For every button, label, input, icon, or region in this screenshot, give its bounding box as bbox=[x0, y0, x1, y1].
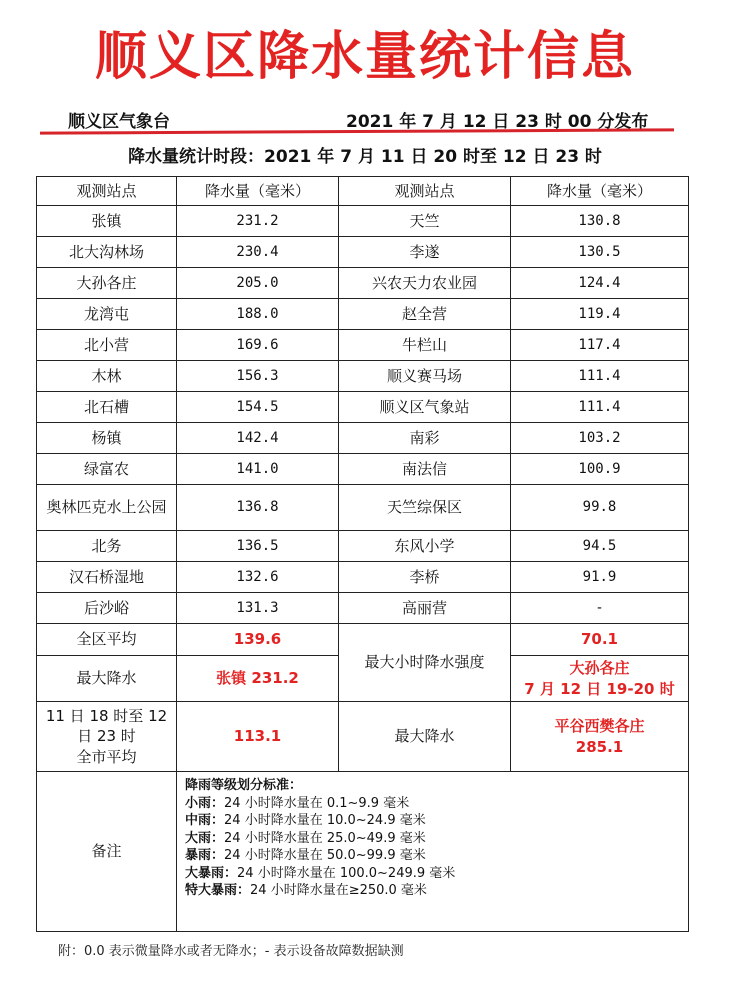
precip-value: 141.0 bbox=[177, 454, 339, 485]
city-average-label-line: 日 23 时 bbox=[77, 727, 136, 746]
station-name: 牛栏山 bbox=[339, 330, 511, 361]
station-name: 奥林匹克水上公园 bbox=[37, 485, 177, 531]
note-level: 中雨： bbox=[185, 813, 225, 829]
column-header: 降水量（毫米） bbox=[511, 177, 689, 206]
table-row bbox=[37, 485, 689, 531]
table-row bbox=[37, 237, 689, 268]
precip-value: 156.3 bbox=[177, 361, 339, 392]
city-max-place: 平谷西樊各庄 bbox=[554, 717, 645, 736]
station-name: 张镇 bbox=[37, 206, 177, 237]
table-row bbox=[37, 423, 689, 454]
precip-value: 136.8 bbox=[177, 485, 339, 531]
table-row bbox=[37, 299, 689, 330]
station-name: 杨镇 bbox=[37, 423, 177, 454]
precip-value: 231.2 bbox=[177, 206, 339, 237]
notes-row bbox=[37, 772, 689, 932]
table-body bbox=[37, 177, 689, 932]
station-name: 汉石桥湿地 bbox=[37, 562, 177, 593]
district-average-row bbox=[37, 624, 689, 656]
notes-label: 备注 bbox=[37, 772, 177, 932]
station-name: 龙湾屯 bbox=[37, 299, 177, 330]
precip-value: 103.2 bbox=[511, 423, 689, 454]
precip-value: 188.0 bbox=[177, 299, 339, 330]
city-average-label bbox=[37, 702, 177, 772]
publish-time: 2021 年 7 月 12 日 23 时 00 分发布 bbox=[346, 112, 649, 132]
note-text: 24 小时降水量在≥250.0 毫米 bbox=[250, 883, 427, 899]
max-hourly-value: 70.1 bbox=[511, 624, 689, 656]
column-header: 观测站点 bbox=[339, 177, 511, 206]
station-name: 南彩 bbox=[339, 423, 511, 454]
precip-value: 94.5 bbox=[511, 531, 689, 562]
max-hourly-place: 大孙各庄 bbox=[569, 659, 630, 678]
table-row bbox=[37, 392, 689, 423]
station-name: 李遂 bbox=[339, 237, 511, 268]
station-name: 顺义区气象站 bbox=[339, 392, 511, 423]
note-level: 大暴雨： bbox=[185, 865, 238, 881]
table-row bbox=[37, 562, 689, 593]
precip-value: 205.0 bbox=[177, 268, 339, 299]
notes-content bbox=[177, 772, 689, 932]
district-average-label: 全区平均 bbox=[37, 624, 177, 656]
table-row bbox=[37, 531, 689, 562]
precip-value: 142.4 bbox=[177, 423, 339, 454]
note-line bbox=[185, 882, 680, 900]
station-name: 赵全营 bbox=[339, 299, 511, 330]
max-precip-label: 最大降水 bbox=[37, 656, 177, 702]
table-row bbox=[37, 206, 689, 237]
city-average-label-line: 11 日 18 时至 12 bbox=[45, 707, 168, 726]
precip-value: 119.4 bbox=[511, 299, 689, 330]
city-average-row bbox=[37, 702, 689, 772]
note-level: 小雨： bbox=[185, 795, 225, 811]
precip-value: 111.4 bbox=[511, 392, 689, 423]
precip-value: 131.3 bbox=[177, 593, 339, 624]
table-row bbox=[37, 361, 689, 392]
station-name: 高丽营 bbox=[339, 593, 511, 624]
table-row bbox=[37, 268, 689, 299]
precip-value: 111.4 bbox=[511, 361, 689, 392]
note-line bbox=[185, 865, 680, 883]
max-hourly-time: 7 月 12 日 19-20 时 bbox=[524, 679, 675, 698]
note-text: 24 小时降水量在 25.0~49.9 毫米 bbox=[224, 830, 426, 846]
note-text: 24 小时降水量在 10.0~24.9 毫米 bbox=[224, 813, 426, 829]
station-name: 后沙峪 bbox=[37, 593, 177, 624]
precip-value: 99.8 bbox=[511, 485, 689, 531]
note-level: 大雨： bbox=[185, 830, 225, 846]
max-hourly-detail bbox=[511, 656, 689, 702]
column-header: 降水量（毫米） bbox=[177, 177, 339, 206]
max-hourly-label: 最大小时降水强度 bbox=[339, 624, 511, 702]
note-level: 暴雨： bbox=[185, 848, 225, 864]
precip-value: 100.9 bbox=[511, 454, 689, 485]
precip-value: 136.5 bbox=[177, 531, 339, 562]
table-row bbox=[37, 454, 689, 485]
city-average-label-line: 全市平均 bbox=[76, 747, 137, 766]
station-name: 北务 bbox=[37, 531, 177, 562]
station-name: 木林 bbox=[37, 361, 177, 392]
precip-value: 169.6 bbox=[177, 330, 339, 361]
max-precip-value: 张镇 231.2 bbox=[177, 656, 339, 702]
city-max-label: 最大降水 bbox=[339, 702, 511, 772]
page-title: 顺义区降水量统计信息 bbox=[94, 27, 635, 87]
table-row bbox=[37, 330, 689, 361]
station-name: 北大沟林场 bbox=[37, 237, 177, 268]
precip-value: 154.5 bbox=[177, 392, 339, 423]
precip-value: 130.8 bbox=[511, 206, 689, 237]
precipitation-table bbox=[36, 176, 689, 932]
issuer: 顺义区气象台 bbox=[68, 112, 170, 132]
city-max-value: 285.1 bbox=[575, 737, 624, 756]
station-name: 绿富农 bbox=[37, 454, 177, 485]
column-header: 观测站点 bbox=[37, 177, 177, 206]
note-line bbox=[185, 795, 680, 813]
statistics-period: 降水量统计时段：2021 年 7 月 11 日 20 时至 12 日 23 时 bbox=[128, 147, 602, 167]
precip-value: 132.6 bbox=[177, 562, 339, 593]
table-row bbox=[37, 593, 689, 624]
city-average-value: 113.1 bbox=[177, 702, 339, 772]
station-name: 大孙各庄 bbox=[37, 268, 177, 299]
station-name: 顺义赛马场 bbox=[339, 361, 511, 392]
precip-value: - bbox=[511, 593, 689, 624]
header-row bbox=[37, 177, 689, 206]
station-name: 东风小学 bbox=[339, 531, 511, 562]
station-name: 兴农天力农业园 bbox=[339, 268, 511, 299]
note-text: 24 小时降水量在 100.0~249.9 毫米 bbox=[237, 865, 456, 881]
precip-value: 130.5 bbox=[511, 237, 689, 268]
station-name: 天竺综保区 bbox=[339, 485, 511, 531]
notes-title: 降雨等级划分标准： bbox=[185, 778, 303, 793]
note-line bbox=[185, 847, 680, 865]
footnote: 附：0.0 表示微量降水或者无降水；- 表示设备故障数据缺测 bbox=[58, 944, 404, 959]
precip-value: 117.4 bbox=[511, 330, 689, 361]
note-level: 特大暴雨： bbox=[185, 883, 251, 899]
note-text: 24 小时降水量在 50.0~99.9 毫米 bbox=[224, 848, 426, 864]
note-line bbox=[185, 830, 680, 848]
station-name: 北石槽 bbox=[37, 392, 177, 423]
note-text: 24 小时降水量在 0.1~9.9 毫米 bbox=[224, 795, 410, 811]
station-name: 天竺 bbox=[339, 206, 511, 237]
station-name: 南法信 bbox=[339, 454, 511, 485]
precip-value: 124.4 bbox=[511, 268, 689, 299]
precip-value: 230.4 bbox=[177, 237, 339, 268]
station-name: 北小营 bbox=[37, 330, 177, 361]
note-line bbox=[185, 812, 680, 830]
district-average-value: 139.6 bbox=[177, 624, 339, 656]
station-name: 李桥 bbox=[339, 562, 511, 593]
precip-value: 91.9 bbox=[511, 562, 689, 593]
city-max-detail bbox=[511, 702, 689, 772]
